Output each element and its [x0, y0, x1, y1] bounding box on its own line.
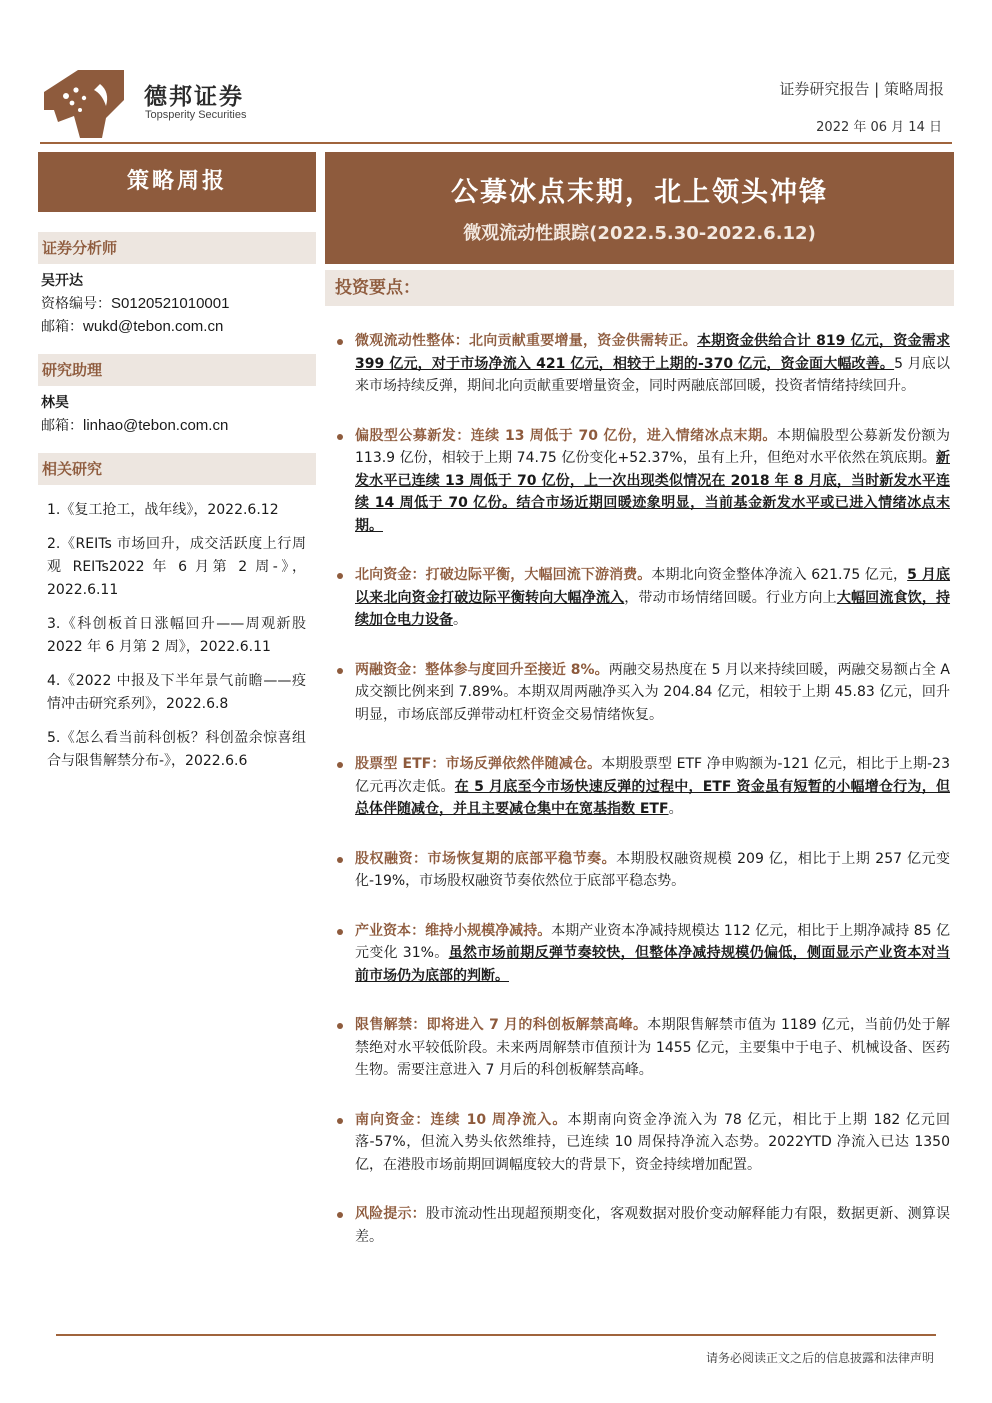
- assistant-email-link[interactable]: linhao@tebon.com.cn: [83, 417, 229, 434]
- title-banner: [325, 152, 954, 264]
- point-text: 。: [453, 612, 467, 628]
- point-heading: 股票型 ETF：市场反弹依然伴随减仓。: [355, 756, 602, 772]
- footer-divider: [56, 1334, 936, 1336]
- point-heading: 股权融资：市场恢复期的底部平稳节奏。: [355, 850, 617, 867]
- page-subtitle: 微观流动性跟踪(2022.5.30-2022.6.12): [463, 223, 816, 244]
- assistant-section-title: 研究助理: [38, 354, 316, 386]
- point-text: 本期南向资金净流入为 78 亿元，相比于上期 182 亿元回落-57%，但流入势头依然维持，已连续 10 周保持净流入态势。2022YTD 净流入已达 1350 亿，在港股市场前期回调幅度较大的背景下，资金持续增加配置。: [355, 1111, 950, 1173]
- point-northbound: [355, 564, 950, 632]
- point-etf: [355, 753, 950, 821]
- point-text: 。: [668, 801, 683, 817]
- brand-name-en: Topsperity Securities: [145, 109, 247, 121]
- point-equity-financing: [355, 848, 950, 893]
- report-date: 2022 年 06 月 14 日: [816, 120, 942, 135]
- related-item-1[interactable]: 1.《复工抢工，战年线》，2022.6.12: [47, 502, 279, 518]
- investment-points-title: 投资要点：: [325, 270, 954, 306]
- related-item-5[interactable]: 5.《怎么看当前科创板？科创盈余惊喜组合与限售解禁分布-》，2022.6.6: [47, 730, 306, 769]
- leopard-logo-icon: [44, 70, 124, 138]
- analyst-cert-value: S0120521010001: [111, 295, 230, 312]
- assistant-email-label: 邮箱：: [41, 418, 83, 434]
- point-text: 两融交易热度在 5 月以来持续回暖，两融交易额占全 A 成交额比例来到 7.89%。本期双周两融净买入为 204.84 亿元，相较于上期 45.83 亿元，回升明显，市场底部反弹带动杠杆资金交易情绪恢复。: [355, 661, 950, 723]
- point-industrial-capital: [355, 920, 950, 988]
- point-risk: [355, 1203, 950, 1248]
- assistant-name: 林昊: [41, 395, 69, 411]
- analyst-email-label: 邮箱：: [41, 319, 83, 335]
- point-text: 本期股权融资规模 209 亿，相比于上期 257 亿元变化-19%，市场股权融资节奏依然位于底部平稳态势。: [355, 850, 951, 889]
- related-item-3[interactable]: 3.《科创板首日涨幅回升——周观新股 2022 年 6 月第 2 周》，2022.6.11: [47, 616, 306, 655]
- analyst-cert: [38, 293, 316, 313]
- header-divider: [40, 142, 952, 144]
- assistant-email: [38, 415, 316, 435]
- point-text: 本期偏股型公募新发份额为 113.9 亿份，相较于上期 74.75 亿份变化+52.37%，虽有上升，但绝对水平依然在筑底期。: [355, 427, 951, 466]
- report-label: 策略周报: [38, 152, 316, 212]
- point-text: 本期限售解禁市值为 1189 亿元，当前仍处于解禁绝对水平较低阶段。未来两周解禁市值预计为 1455 亿元，主要集中于电子、机械设备、医药生物。需要注意进入 7 月后的科创板解禁高峰。: [355, 1017, 950, 1078]
- point-heading: 北向资金：打破边际平衡，大幅回流下游消费。: [355, 567, 652, 583]
- point-heading: 产业资本：维持小规模净减持。: [355, 922, 552, 939]
- analyst-email: [38, 316, 316, 336]
- point-text: 股市流动性出现超预期变化，客观数据对股价变动解释能力有限，数据更新、测算误差。: [355, 1206, 951, 1245]
- analyst-cert-label: 资格编号：: [41, 296, 111, 312]
- point-emphasis: 新发水平已连续 13 周低于 70 亿份，上一次出现类似情况在 2018 年 8 月底，当时新发水平连续 14 周低于 70 亿份。结合市场近期回暖迹象明显，当前基金新发水平或已进入情绪冰点末期。: [355, 450, 950, 534]
- page-title: 公募冰点末期，北上领头冲锋: [451, 177, 828, 208]
- analyst-name: 吴开达: [41, 273, 83, 289]
- point-text: 本期北向资金整体净流入 621.75 亿元，: [651, 567, 908, 583]
- footer-disclaimer: 请务必阅读正文之后的信息披露和法律声明: [705, 1351, 934, 1365]
- investment-points: [325, 330, 954, 1248]
- point-heading: 南向资金：连续 10 周净流入。: [355, 1111, 568, 1128]
- point-emphasis: 大幅回流食饮，持续加仓电力设备: [355, 589, 951, 628]
- point-heading: 风险提示：: [355, 1206, 426, 1222]
- point-liquidity: [355, 330, 950, 398]
- point-emphasis: 虽然市场前期反弹节奏较快，但整体净减持规模仍偏低，侧面显示产业资本对当前市场仍为底部的判断。: [355, 945, 951, 984]
- point-emphasis: 本期资金供给合计 819 亿元，资金需求 399 亿元，对于市场净流入 421 亿元，相较于上期的-370 亿元，资金面大幅改善。: [355, 333, 950, 372]
- point-text: 5 月底以来市场持续反弹，期间北向贡献重要增量资金，同时两融底部回暖，投资者情绪持续回升。: [355, 355, 950, 394]
- point-text: 本期产业资本净减持规模达 112 亿元，相比于上期净减持 85 亿元变化 31%。: [355, 922, 951, 961]
- report-type: 证券研究报告 | 策略周报: [779, 80, 944, 98]
- point-southbound: [355, 1109, 950, 1177]
- related-section-title: 相关研究: [38, 453, 316, 485]
- point-heading: 偏股型公募新发：连续 13 周低于 70 亿份，进入情绪冰点末期。: [355, 427, 777, 444]
- point-margin: [355, 659, 950, 727]
- brand-name-cn: 德邦证券: [144, 84, 244, 110]
- point-emphasis: 在 5 月底至今市场快速反弹的过程中，ETF 资金虽有短暂的小幅增仓行为，但总体伴随减仓，并且主要减仓集中在宽基指数 ETF: [355, 778, 950, 817]
- related-list: [38, 499, 316, 773]
- related-item-2[interactable]: 2.《REITs 市场回升，成交活跃度上行周观 REITs2022 年 6 月第 2 周-》，2022.6.11: [47, 536, 306, 598]
- point-equity-fund-issuance: [355, 425, 950, 538]
- main-content: [325, 152, 954, 1275]
- analyst-email-link[interactable]: wukd@tebon.com.cn: [83, 318, 224, 335]
- point-text: ，带动市场情绪回暖。行业方向上: [624, 589, 837, 606]
- point-text: 本期股票型 ETF 净申购额为-121 亿元，相比于上期-23 亿元再次走低。: [355, 756, 950, 795]
- point-heading: 微观流动性整体：北向贡献重要增量，资金供需转正。: [355, 333, 698, 349]
- analyst-section-title: 证券分析师: [38, 232, 316, 264]
- point-lockup-expiry: [355, 1014, 950, 1082]
- related-item-4[interactable]: 4.《2022 中报及下半年景气前瞻——疫情冲击研究系列》，2022.6.8: [47, 673, 306, 712]
- point-heading: 限售解禁：即将进入 7 月的科创板解禁高峰。: [355, 1017, 648, 1033]
- sidebar: [38, 152, 316, 784]
- point-emphasis: 5 月底以来北向资金打破边际平衡转向大幅净流入: [355, 567, 951, 606]
- point-heading: 两融资金：整体参与度回升至接近 8%。: [355, 661, 609, 678]
